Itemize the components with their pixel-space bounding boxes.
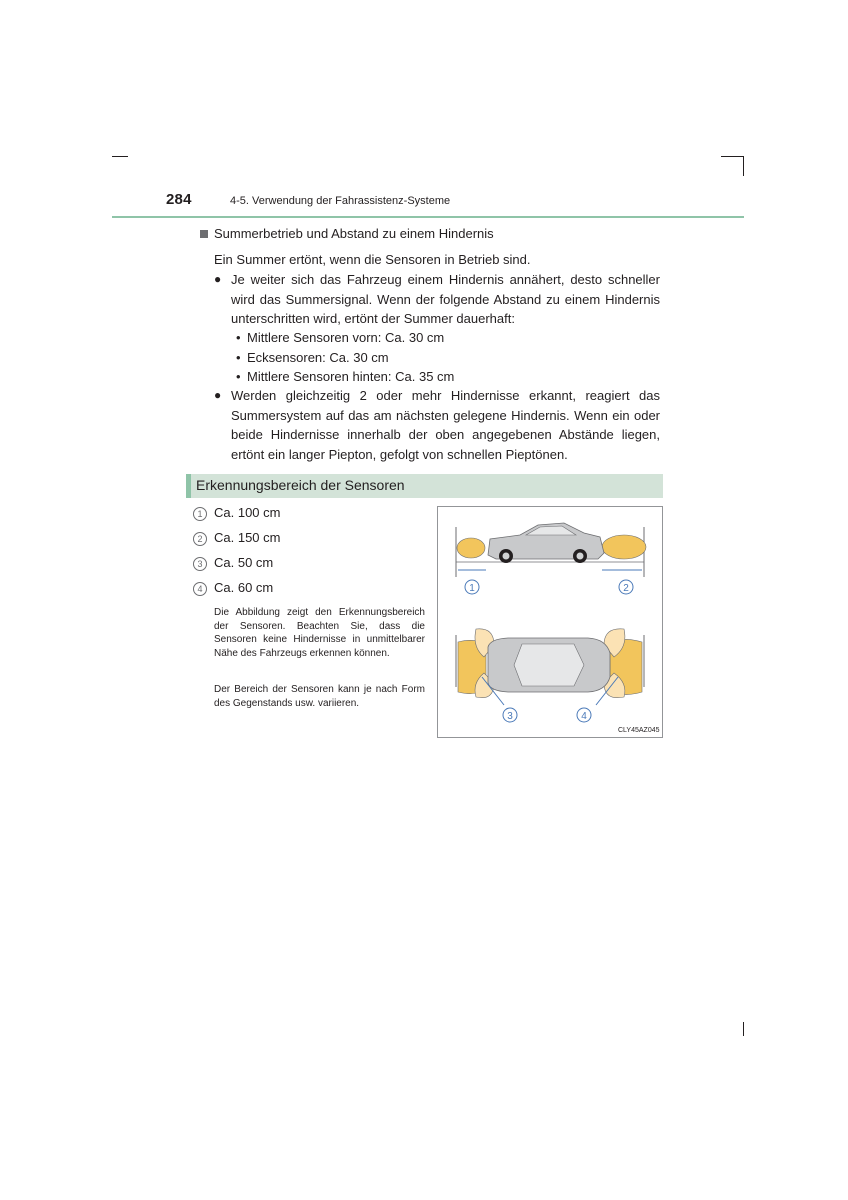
crop-mark-bottom-right [743, 1022, 744, 1036]
distance-item: • Ecksensoren: Ca. 30 cm [236, 349, 389, 365]
intro-text: Ein Summer ertönt, wenn die Sensoren in Betrieb sind. [214, 252, 531, 267]
bullet-item-2 [214, 386, 660, 464]
circled-number-icon: 4 [193, 582, 207, 596]
round-bullet-icon: ● [214, 272, 222, 286]
round-bullet-icon: ● [214, 388, 222, 402]
distance-item: • Mittlere Sensoren hinten: Ca. 35 cm [236, 369, 455, 384]
car-top-roof [514, 644, 584, 686]
range-label: Ca. 100 cm [214, 505, 281, 520]
front-wheel-rim [577, 553, 584, 560]
subsection-title: Summerbetrieb und Abstand zu einem Hindernis [214, 226, 494, 241]
range-label: Ca. 50 cm [214, 555, 274, 570]
header-rule [112, 216, 744, 218]
callout-4-label: 4 [581, 711, 587, 722]
distance-list [236, 328, 454, 387]
bullet-text-2: Werden gleichzeitig 2 oder mehr Hindernisse erkannt, reagiert das Summersystem auf das am nächsten gelegene Hindernis. Wenn ein oder beide Hindernisse innerhalb der oben angegebenen Abstände liegen, ertönt ein langer Piepton, gefolgt von schnellen Pieptönen. [231, 388, 660, 462]
bullet-text-1: Je weiter sich das Fahrzeug einem Hindernis annähert, desto schneller wird das Summersignal. Wenn der folgende Abstand zu einem Hindernis unterschritten wird, ertönt der Summer dauerhaft: [231, 272, 660, 326]
rear-wheel-rim [503, 553, 510, 560]
crop-mark-top-right-v [743, 156, 744, 176]
distance-item: • Mittlere Sensoren vorn: Ca. 30 cm [236, 330, 445, 345]
figure-code: CLY45AZ045 [618, 727, 660, 734]
sensor-diagram [438, 507, 662, 737]
callout-2-label: 2 [623, 583, 629, 594]
square-bullet-icon [200, 230, 208, 238]
crop-mark-top-right-h [721, 156, 744, 157]
circled-number-icon: 1 [193, 507, 207, 521]
crop-mark-top-left [112, 156, 128, 157]
bullet-item-1 [214, 270, 660, 329]
note-paragraph-1: Die Abbildung zeigt den Erkennungsbereich der Sensoren. Beachten Sie, dass die Sensoren keine Hindernisse in unmittelbarer Nähe des Fahrzeugs erkennen können. [214, 607, 425, 659]
front-sensor-zone [602, 535, 646, 559]
range-label: Ca. 150 cm [214, 530, 281, 545]
callout-3-label: 3 [507, 711, 513, 722]
section-title: Erkennungsbereich der Sensoren [196, 477, 405, 493]
range-label: Ca. 60 cm [214, 580, 274, 595]
sensor-range-figure [437, 506, 663, 738]
circled-number-icon: 2 [193, 532, 207, 546]
page-number: 284 [166, 191, 192, 208]
circled-number-icon: 3 [193, 557, 207, 571]
note-paragraph-2: Der Bereich der Sensoren kann je nach Form des Gegenstands usw. variieren. [214, 684, 425, 709]
rear-sensor-zone [457, 538, 485, 558]
chapter-title: 4-5. Verwendung der Fahrassistenz-Systeme [230, 195, 451, 207]
callout-1-label: 1 [469, 583, 475, 594]
